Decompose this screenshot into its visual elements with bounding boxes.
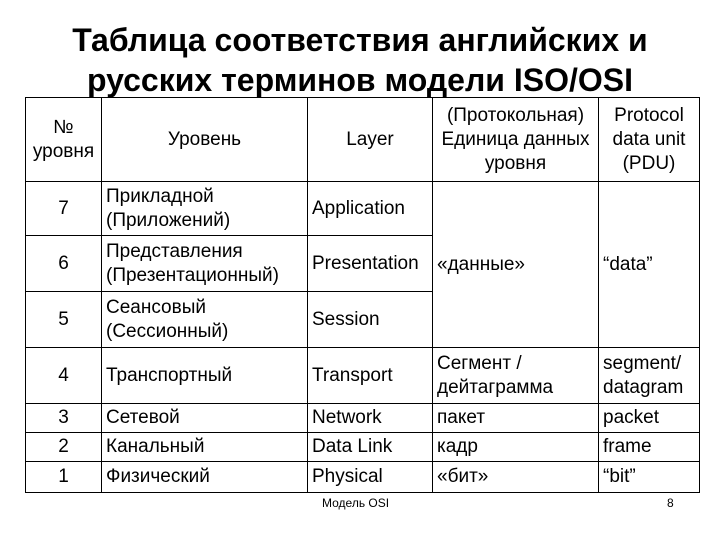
layer-name-en: Presentation — [308, 236, 433, 292]
level-name-ru: Прикладной (Приложений) — [102, 182, 308, 236]
level-name-ru: Сеансовый (Сессионный) — [102, 292, 308, 348]
pdu-en: “bit” — [599, 462, 700, 493]
osi-terms-table — [25, 97, 700, 493]
header-layer-en: Layer — [308, 98, 433, 182]
header-level-ru: Уровень — [102, 98, 308, 182]
pdu-en: segment/ datagram — [599, 348, 700, 404]
pdu-ru: «бит» — [433, 462, 599, 493]
header-pdu-ru: (Протокольная) Единица данных уровня — [433, 98, 599, 182]
level-name-ru: Сетевой — [102, 404, 308, 433]
table-row — [26, 462, 700, 493]
level-number: 7 — [26, 182, 102, 236]
layer-name-en: Physical — [308, 462, 433, 493]
level-number: 4 — [26, 348, 102, 404]
table-header-row — [26, 98, 700, 182]
level-name-ru: Транспортный — [102, 348, 308, 404]
header-pdu-en: Protocol data unit (PDU) — [599, 98, 700, 182]
pdu-ru: Сегмент / дейтаграмма — [433, 348, 599, 404]
slide-title: Таблица соответствия английских и русских терминов модели ISO/OSI — [72, 22, 648, 98]
table-row — [26, 348, 700, 404]
level-number: 3 — [26, 404, 102, 433]
table-row — [26, 433, 700, 462]
merged-pdu-en: “data” — [599, 182, 700, 348]
pdu-ru: кадр — [433, 433, 599, 462]
layer-name-en: Network — [308, 404, 433, 433]
page-number: 8 — [667, 496, 674, 510]
footer-title: Модель OSI — [322, 496, 390, 510]
level-number: 2 — [26, 433, 102, 462]
pdu-ru: пакет — [433, 404, 599, 433]
layer-name-en: Transport — [308, 348, 433, 404]
layer-name-en: Session — [308, 292, 433, 348]
level-number: 5 — [26, 292, 102, 348]
layer-name-en: Data Link — [308, 433, 433, 462]
level-number: 6 — [26, 236, 102, 292]
table-row — [26, 404, 700, 433]
table-row — [26, 182, 700, 236]
pdu-en: packet — [599, 404, 700, 433]
level-name-ru: Представления (Презентационный) — [102, 236, 308, 292]
pdu-en: frame — [599, 433, 700, 462]
layer-name-en: Application — [308, 182, 433, 236]
level-name-ru: Физический — [102, 462, 308, 493]
level-name-ru: Канальный — [102, 433, 308, 462]
level-number: 1 — [26, 462, 102, 493]
merged-pdu-ru: «данные» — [433, 182, 599, 348]
header-level-number: № уровня — [26, 98, 102, 182]
